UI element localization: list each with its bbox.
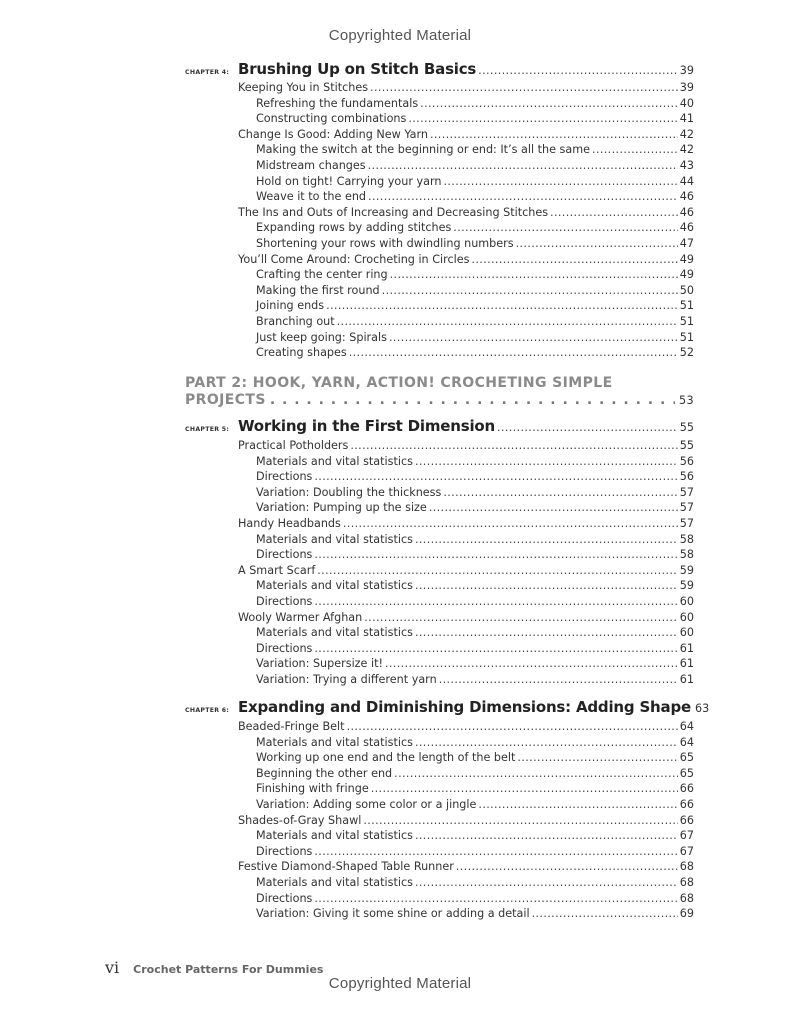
toc-subentry[interactable] [256,875,694,891]
entry-title: Variation: Adding some color or a jingle [256,798,477,811]
dot-leader [371,781,678,797]
dot-leader [420,96,678,112]
chapter-label: CHAPTER 5: [185,426,230,433]
toc-subentry[interactable] [256,578,694,594]
toc-entry[interactable] [238,563,694,579]
toc-subentry[interactable] [256,500,694,516]
entry-title: Materials and vital statistics [256,532,413,546]
dot-leader [516,236,678,252]
dot-leader [415,828,678,844]
dot-leader [415,454,678,470]
dot-leader [478,64,678,77]
entry-title: Materials and vital statistics [256,626,413,640]
toc-subentry[interactable] [256,891,694,907]
toc-subentry[interactable] [256,298,694,314]
watermark-top: Copyrighted Material [328,27,472,44]
book-title: Crochet Patterns For Dummies [133,963,324,976]
entry-title: Creating shapes [256,346,347,360]
dot-leader [314,844,677,860]
part-title-line2: PROJECTS [185,392,266,408]
dot-leader [368,189,678,205]
entry-title: Shortening your rows with dwindling numbers [256,237,514,250]
entry-title: Materials and vital statistics [256,579,413,593]
toc-entry[interactable] [238,813,694,829]
page-number: 46 [679,205,694,219]
toc-subentry[interactable] [256,766,694,782]
page-number: 52 [679,346,694,360]
page-number: 57 [679,485,694,499]
dot-leader [390,267,678,283]
toc-subentry[interactable] [256,547,694,563]
toc-subentry[interactable] [256,220,694,236]
entry-title: Materials and vital statistics [256,454,413,468]
page-number: 42 [679,127,694,141]
dot-leader [389,330,678,346]
page-number: 46 [679,221,694,235]
page-number: 49 [679,252,694,266]
dot-leader [270,392,675,409]
toc-entry[interactable] [238,719,694,735]
page-number: 56 [679,454,694,468]
page-number: 58 [679,548,694,562]
page-number: 39 [679,64,694,77]
page-number: 60 [679,610,694,624]
page-number: 56 [679,470,694,484]
toc-entry[interactable] [238,859,694,875]
page-number: 69 [679,907,694,921]
entry-title: Joining ends [256,299,325,313]
toc-subentry[interactable] [256,96,694,112]
dot-leader [314,891,677,907]
page-number: 55 [679,439,694,452]
dot-leader [408,111,677,127]
entry-title: Materials and vital statistics [256,735,413,749]
dot-leader [370,80,678,96]
toc-subentry[interactable] [256,672,694,688]
dot-leader [471,252,677,268]
chapter-4-heading[interactable] [185,60,694,78]
entry-title: Festive Diamond-Shaped Table Runner [238,860,454,874]
dot-leader [443,174,677,190]
entry-title: Working up one end and the length of the belt [256,751,516,765]
entry-title: Hold on tight! Carrying your yarn [256,174,442,188]
entry-title: Directions [256,595,313,608]
page-number: 51 [679,315,694,328]
entry-title: Practical Potholders [238,439,349,452]
entry-title: Variation: Pumping up the size [256,501,427,515]
page-number: 39 [679,81,694,94]
dot-leader [314,641,677,657]
entry-title: A Smart Scarf [238,563,316,577]
toc-entry[interactable] [238,252,694,268]
dot-leader [385,656,678,672]
page-number: 57 [679,517,694,530]
page-number: 53 [678,394,694,407]
dot-leader [314,469,677,485]
page-number: 51 [679,330,694,344]
dot-leader [415,532,678,548]
page-number: 58 [679,532,694,546]
entry-title: Midstream changes [256,159,366,172]
page-number: 61 [679,673,694,686]
entry-title: Making the switch at the beginning or end: It’s all the same [256,143,591,157]
dot-leader [415,578,678,594]
toc-subentry[interactable] [256,828,694,844]
page-number: 66 [679,782,694,796]
entry-title: Just keep going: Spirals [256,330,387,344]
entry-title: Beginning the other end [256,766,393,780]
page-number: 66 [679,813,694,827]
entry-title: Variation: Supersize it! [256,657,383,671]
page-number: 43 [679,159,694,172]
toc-subentry[interactable] [256,735,694,751]
entry-title: Beaded-Fringe Belt [238,720,345,733]
page-number: 59 [679,563,694,577]
dot-leader [478,797,677,813]
dot-leader [430,127,678,143]
entry-title: Variation: Giving it some shine or adding a detail [256,907,530,921]
dot-leader [314,547,677,563]
toc-subentry[interactable] [256,142,694,158]
entry-title: Keeping You in Stitches [238,81,369,94]
chapter-5-heading[interactable] [185,417,694,435]
page-number: 68 [679,891,694,905]
entry-title: Variation: Trying a different yarn [256,673,437,686]
page-number: 50 [679,283,694,297]
chapter-title: Working in the First Dimension [238,417,495,435]
page-number: 49 [679,268,694,282]
dot-leader [550,205,678,221]
toc-subentry[interactable] [256,594,694,610]
entry-title: Wooly Warmer Afghan [238,610,363,624]
dot-leader [443,485,677,501]
page-number: 61 [679,657,694,671]
page-number: 55 [679,421,694,434]
part-2-heading[interactable] [185,375,694,409]
dot-leader [314,594,677,610]
page-number: 64 [679,720,694,733]
toc-subentry[interactable] [256,625,694,641]
dot-leader [532,906,678,922]
page-number: 60 [679,595,694,608]
entry-title: Finishing with fringe [256,782,369,796]
toc-entry[interactable] [238,127,694,143]
entry-title: Handy Headbands [238,517,341,530]
toc-subentry[interactable] [256,906,694,922]
dot-leader [429,500,678,516]
page-number: 66 [679,798,694,811]
entry-title: Directions [256,548,313,562]
toc-subentry[interactable] [256,750,694,766]
entry-title: Directions [256,470,313,484]
entry-title: Branching out [256,315,335,328]
dot-leader [364,610,677,626]
dot-leader [517,750,677,766]
chapter-title: Expanding and Diminishing Dimensions: Adding Shape [238,698,691,716]
toc-subentry[interactable] [256,314,694,330]
watermark-bottom: Copyrighted Material [328,975,472,992]
toc-subentry[interactable] [256,454,694,470]
entry-title: You’ll Come Around: Crocheting in Circles [238,252,470,266]
page-number: 61 [679,641,694,655]
toc-subentry[interactable] [256,158,694,174]
toc-subentry[interactable] [256,641,694,657]
toc-subentry[interactable] [256,656,694,672]
dot-leader [415,735,678,751]
entry-title: Directions [256,844,313,858]
dot-leader [456,859,678,875]
page-number: 47 [679,237,694,250]
toc-entry[interactable] [238,438,694,454]
dot-leader [453,220,677,236]
entry-title: The Ins and Outs of Increasing and Decreasing Stitches [238,205,549,219]
entry-title: Materials and vital statistics [256,876,413,889]
toc-subentry[interactable] [256,469,694,485]
dot-leader [317,563,677,579]
toc-subentry[interactable] [256,189,694,205]
toc-subentry[interactable] [256,844,694,860]
toc-subentry[interactable] [256,283,694,299]
toc-subentry[interactable] [256,267,694,283]
toc-subentry[interactable] [256,111,694,127]
entry-title: Expanding rows by adding stitches [256,221,452,235]
dot-leader [349,345,678,361]
toc-entry[interactable] [238,80,694,96]
dot-leader [592,142,678,158]
page-number: 68 [679,860,694,874]
page-number: 63 [694,702,710,715]
page-number: 46 [679,190,694,204]
dot-leader [363,813,677,829]
entry-title: Refreshing the fundamentals [256,96,419,110]
chapter-label: CHAPTER 6: [185,707,230,714]
dot-leader [337,314,678,330]
toc-entry[interactable] [238,610,694,626]
entry-title: Shades-of-Gray Shawl [238,813,362,827]
chapter-label: CHAPTER 4: [185,69,230,76]
part-title-line1: PART 2: HOOK, YARN, ACTION! CROCHETING SIMPLE [185,375,613,391]
toc-subentry[interactable] [256,781,694,797]
page-number: 68 [679,876,694,889]
page-folio: vi [105,958,120,977]
dot-leader [394,766,678,782]
page-number: 65 [679,751,694,765]
page-number: 42 [679,143,694,157]
entry-title: Constructing combinations [256,112,407,126]
page-number: 60 [679,626,694,640]
toc-subentry[interactable] [256,174,694,190]
dot-leader [350,438,677,454]
page-number: 51 [679,299,694,313]
entry-title: Making the first round [256,283,380,297]
page-number: 67 [679,829,694,843]
entry-title: Variation: Doubling the thickness [256,485,442,499]
page-number: 44 [679,174,694,188]
page-number: 64 [679,735,694,749]
toc-entry[interactable] [238,205,694,221]
entry-title: Change Is Good: Adding New Yarn [238,127,428,141]
toc-subentry[interactable] [256,532,694,548]
toc-subentry[interactable] [256,330,694,346]
chapter-title: Brushing Up on Stitch Basics [238,60,477,78]
dot-leader [497,421,678,434]
toc-entry[interactable] [238,516,694,532]
chapter-6-heading[interactable] [185,698,710,716]
entry-title: Weave it to the end [256,190,367,204]
dot-leader [382,283,678,299]
toc-subentry[interactable] [256,345,694,361]
dot-leader [326,298,678,314]
page-number: 67 [679,844,694,858]
dot-leader [415,625,678,641]
dot-leader [415,875,678,891]
dot-leader [439,672,678,688]
toc-subentry[interactable] [256,485,694,501]
entry-title: Materials and vital statistics [256,829,413,843]
page-number: 57 [679,501,694,515]
dot-leader [368,158,678,174]
entry-title: Directions [256,641,313,655]
toc-subentry[interactable] [256,236,694,252]
dot-leader [343,516,678,532]
page-number: 40 [679,96,694,110]
dot-leader [347,719,678,735]
entry-title: Directions [256,891,313,905]
page-number: 65 [679,766,694,780]
toc-subentry[interactable] [256,797,694,813]
page-number: 59 [679,579,694,593]
entry-title: Crafting the center ring [256,268,388,282]
page-number: 41 [679,112,694,126]
